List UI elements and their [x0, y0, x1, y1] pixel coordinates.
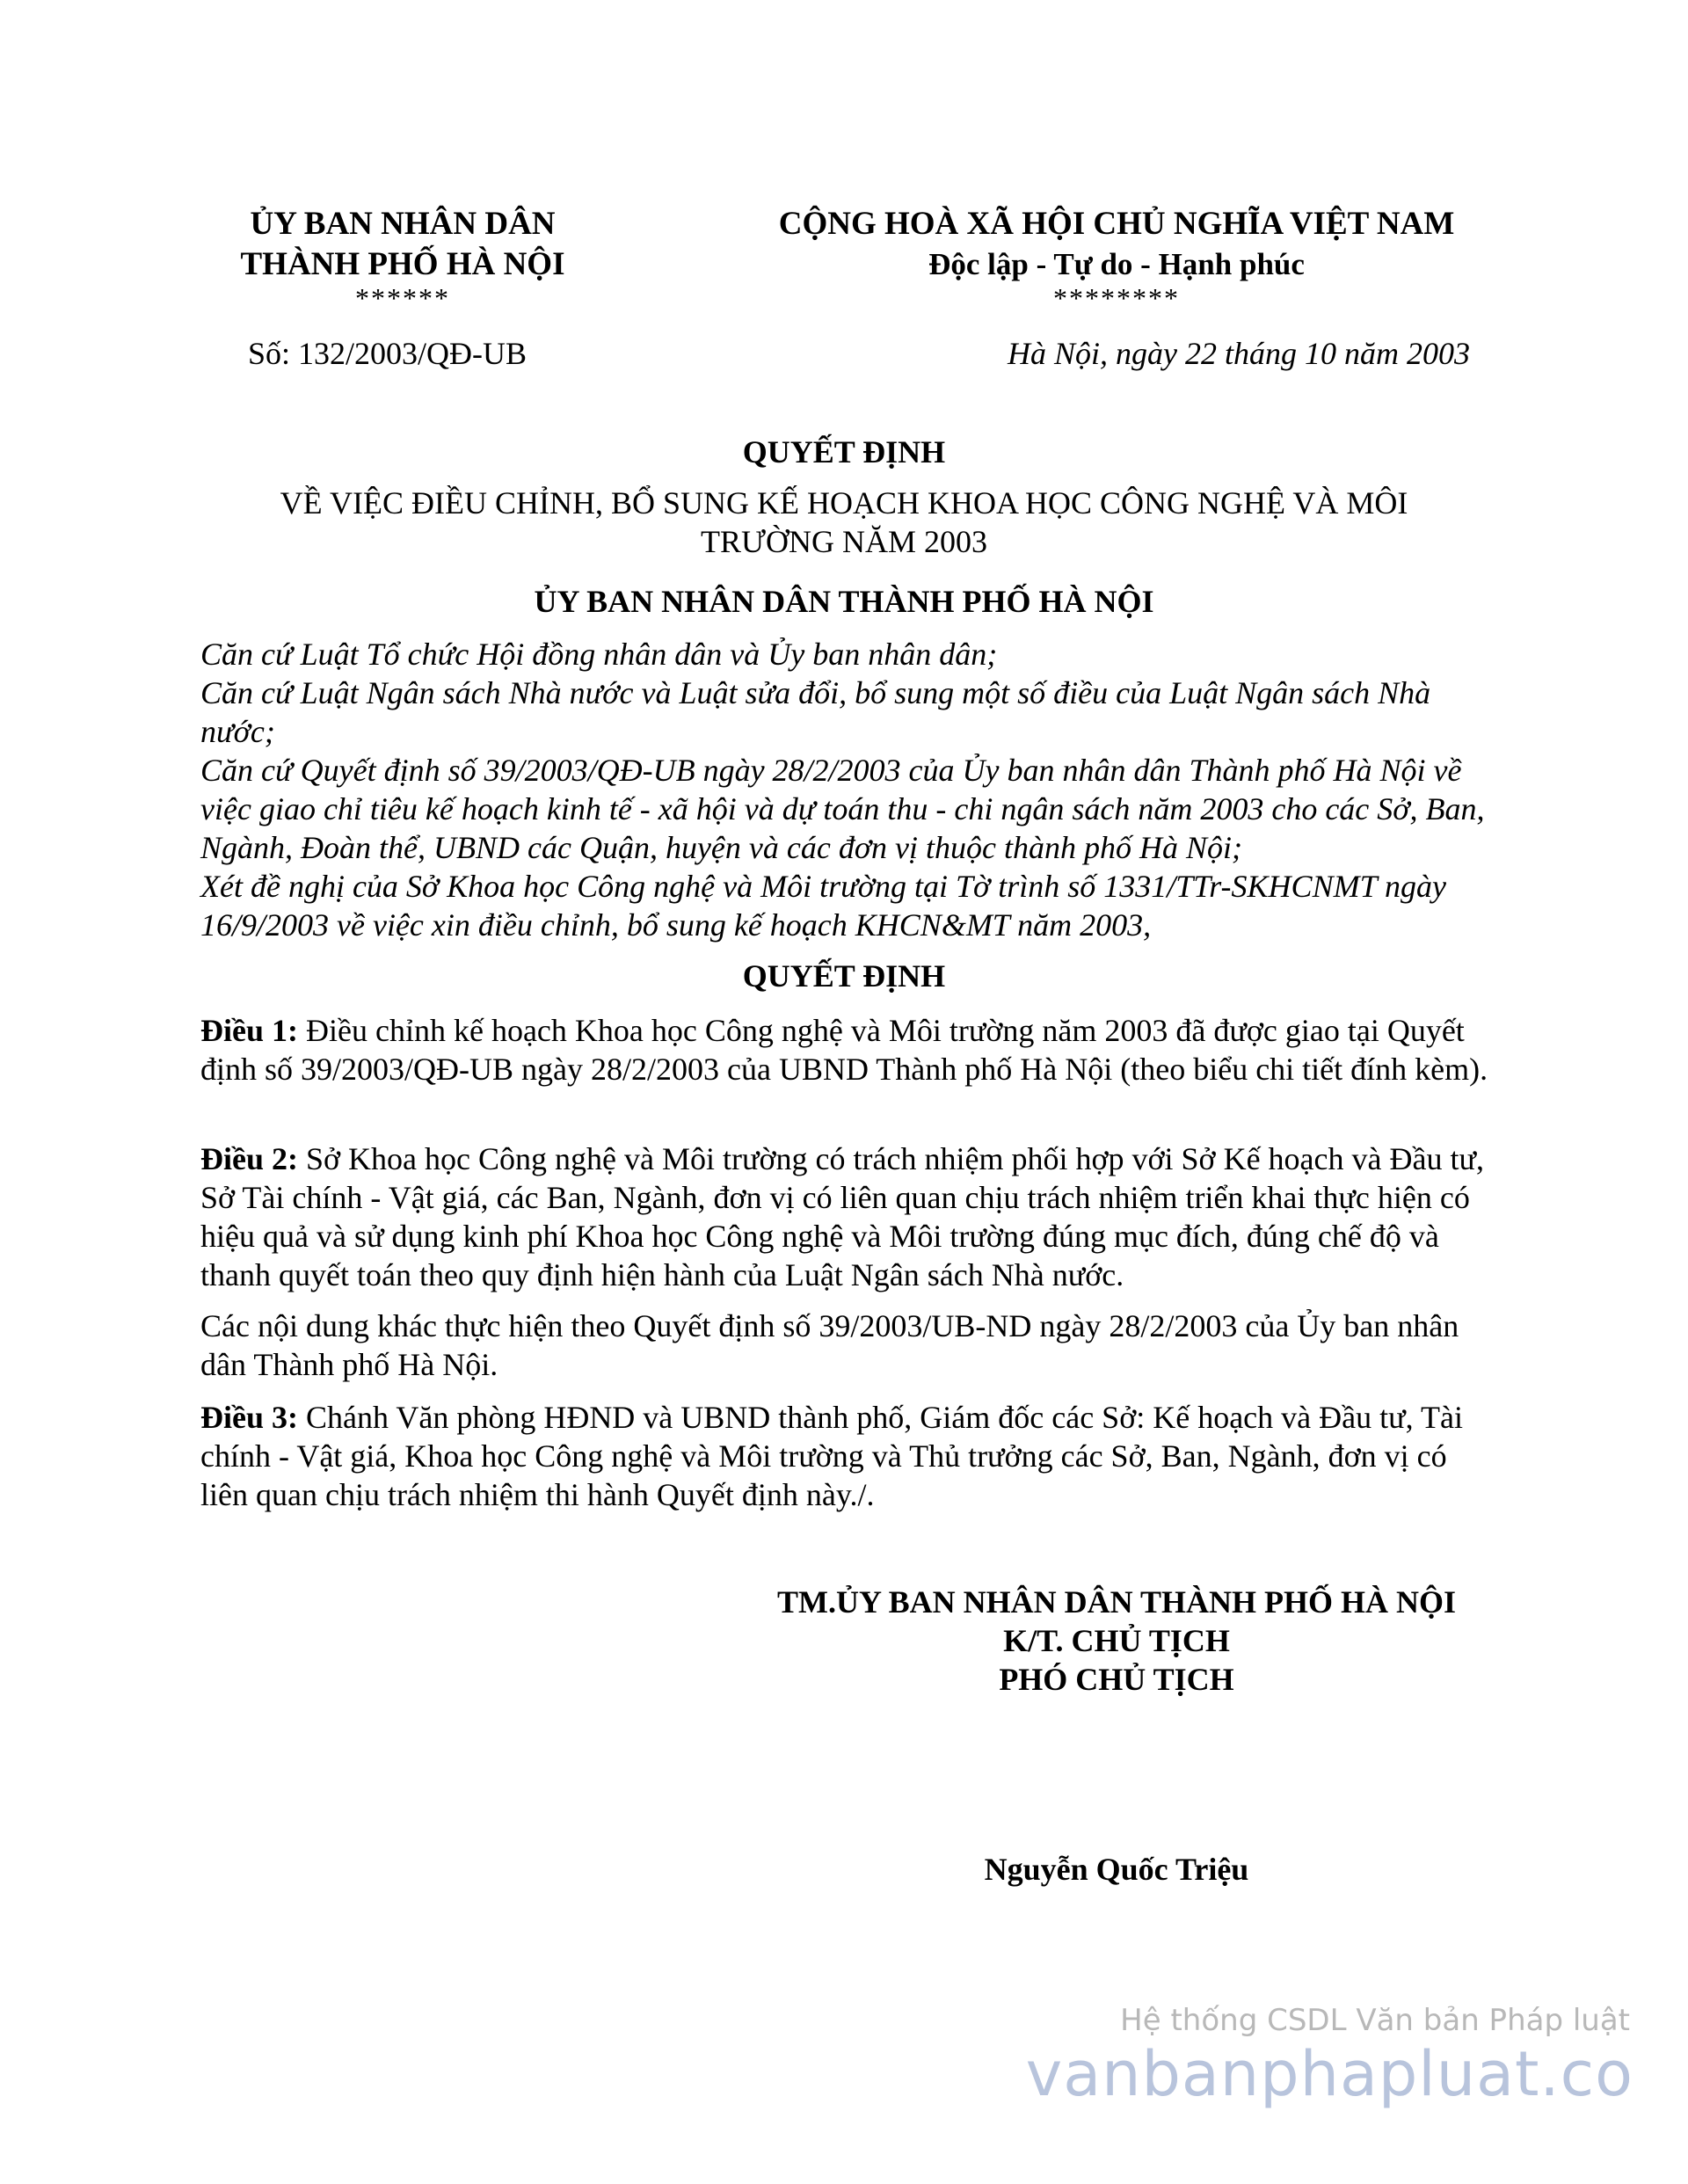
signature-line-3: PHÓ CHỦ TỊCH	[999, 1662, 1234, 1697]
signature-line-1: TM.ỦY BAN NHÂN DÂN THÀNH PHỐ HÀ NỘI	[776, 1584, 1456, 1620]
decision-heading: QUYẾT ĐỊNH	[742, 958, 946, 994]
article-2-text: Sở Khoa học Công nghệ và Môi trường có trách nhiệm phối hợp với Sở Kế hoạch và Đầu tư, Sở Tài chính - Vật giá, các Ban, Ngành, đơn vị có liên quan chịu trách nhiệm triển khai thực hiện có hiệu quả và sử dụng kinh phí Khoa học Công nghệ và Môi trường đúng mục đích, đúng chế độ và thanh quyết toán theo quy định hiện hành của Luật Ngân sách Nhà nước.	[200, 1141, 1484, 1292]
other-provisions-text: Các nội dung khác thực hiện theo Quyết định số 39/2003/UB-ND ngày 28/2/2003 của Ủy ban nhân dân Thành phố Hà Nội.	[200, 1308, 1459, 1382]
basis-item: Căn cứ Luật Tổ chức Hội đồng nhân dân và Ủy ban nhân dân;	[200, 637, 998, 672]
watermark-caption: Hệ thống CSDL Văn bản Pháp luật	[1120, 2003, 1630, 2038]
national-name: CỘNG HOÀ XÃ HỘI CHỦ NGHĨA VIỆT NAM	[778, 206, 1455, 242]
subject-line-2: TRƯỜNG NĂM 2003	[701, 524, 987, 559]
article-2-label: Điều 2:	[200, 1141, 298, 1176]
national-motto: Độc lập - Tự do - Hạnh phúc	[928, 247, 1305, 281]
basis-item: Xét đề nghị của Sở Khoa học Công nghệ và Môi trường tại Tờ trình số 1331/TTr-SKHCNMT ngày 16/9/2003 về việc xin điều chỉnh, bổ sung kế hoạch KHCN&MT năm 2003,	[200, 869, 1446, 943]
legal-basis	[200, 635, 1493, 944]
issuing-authority	[200, 204, 605, 314]
authority-line-1: ỦY BAN NHÂN DÂN	[250, 206, 556, 242]
document-type-heading: QUYẾT ĐỊNH	[742, 434, 946, 470]
authority-heading: ỦY BAN NHÂN DÂN THÀNH PHỐ HÀ NỘI	[534, 584, 1154, 619]
article-3-label: Điều 3:	[200, 1400, 298, 1435]
national-title	[651, 204, 1582, 314]
national-separator: ********	[1053, 282, 1180, 314]
article-1-label: Điều 1:	[200, 1013, 298, 1048]
signer-name: Nguyễn Quốc Triệu	[984, 1852, 1249, 1887]
article-3-text: Chánh Văn phòng HĐND và UBND thành phố, Giám đốc các Sở: Kế hoạch và Đầu tư, Tài chính - Vật giá, Khoa học Công nghệ và Môi trường và Thủ trưởng các Sở, Ban, Ngành, đơn vị có liên quan chịu trách nhiệm thi hành Quyết định này./.	[200, 1400, 1463, 1512]
basis-item: Căn cứ Luật Ngân sách Nhà nước và Luật sửa đổi, bổ sung một số điều của Luật Ngân sách Nhà nước;	[200, 675, 1431, 749]
authority-separator: ******	[355, 282, 450, 314]
document-date: Hà Nội, ngày 22 tháng 10 năm 2003	[1008, 336, 1470, 371]
signature-block	[651, 1583, 1582, 1699]
signature-line-2: K/T. CHỦ TỊCH	[1003, 1623, 1230, 1658]
basis-item: Căn cứ Quyết định số 39/2003/QĐ-UB ngày 28/2/2003 của Ủy ban nhân dân Thành phố Hà Nội về việc giao chỉ tiêu kế hoạch kinh tế - xã hội và dự toán thu - chi ngân sách năm 2003 cho các Sở, Ban, Ngành, Đoàn thể, UBND các Quận, huyện và các đơn vị thuộc thành phố Hà Nội;	[200, 753, 1485, 865]
authority-line-2: THÀNH PHỐ HÀ NỘI	[240, 246, 565, 282]
article-3	[200, 1398, 1493, 1514]
article-1	[200, 1011, 1493, 1088]
other-provisions	[200, 1307, 1493, 1384]
watermark-site: vanbanphapluat.co	[1025, 2038, 1633, 2110]
document-number: Số: 132/2003/QĐ-UB	[248, 336, 528, 371]
article-2	[200, 1139, 1493, 1294]
document-subject	[200, 484, 1488, 561]
subject-line-1: VỀ VIỆC ĐIỀU CHỈNH, BỔ SUNG KẾ HOẠCH KHOA HỌC CÔNG NGHỆ VÀ MÔI	[280, 485, 1408, 521]
article-1-text: Điều chỉnh kế hoạch Khoa học Công nghệ và Môi trường năm 2003 đã được giao tại Quyết định số 39/2003/QĐ-UB ngày 28/2/2003 của UBND Thành phố Hà Nội (theo biểu chi tiết đính kèm).	[200, 1013, 1488, 1087]
